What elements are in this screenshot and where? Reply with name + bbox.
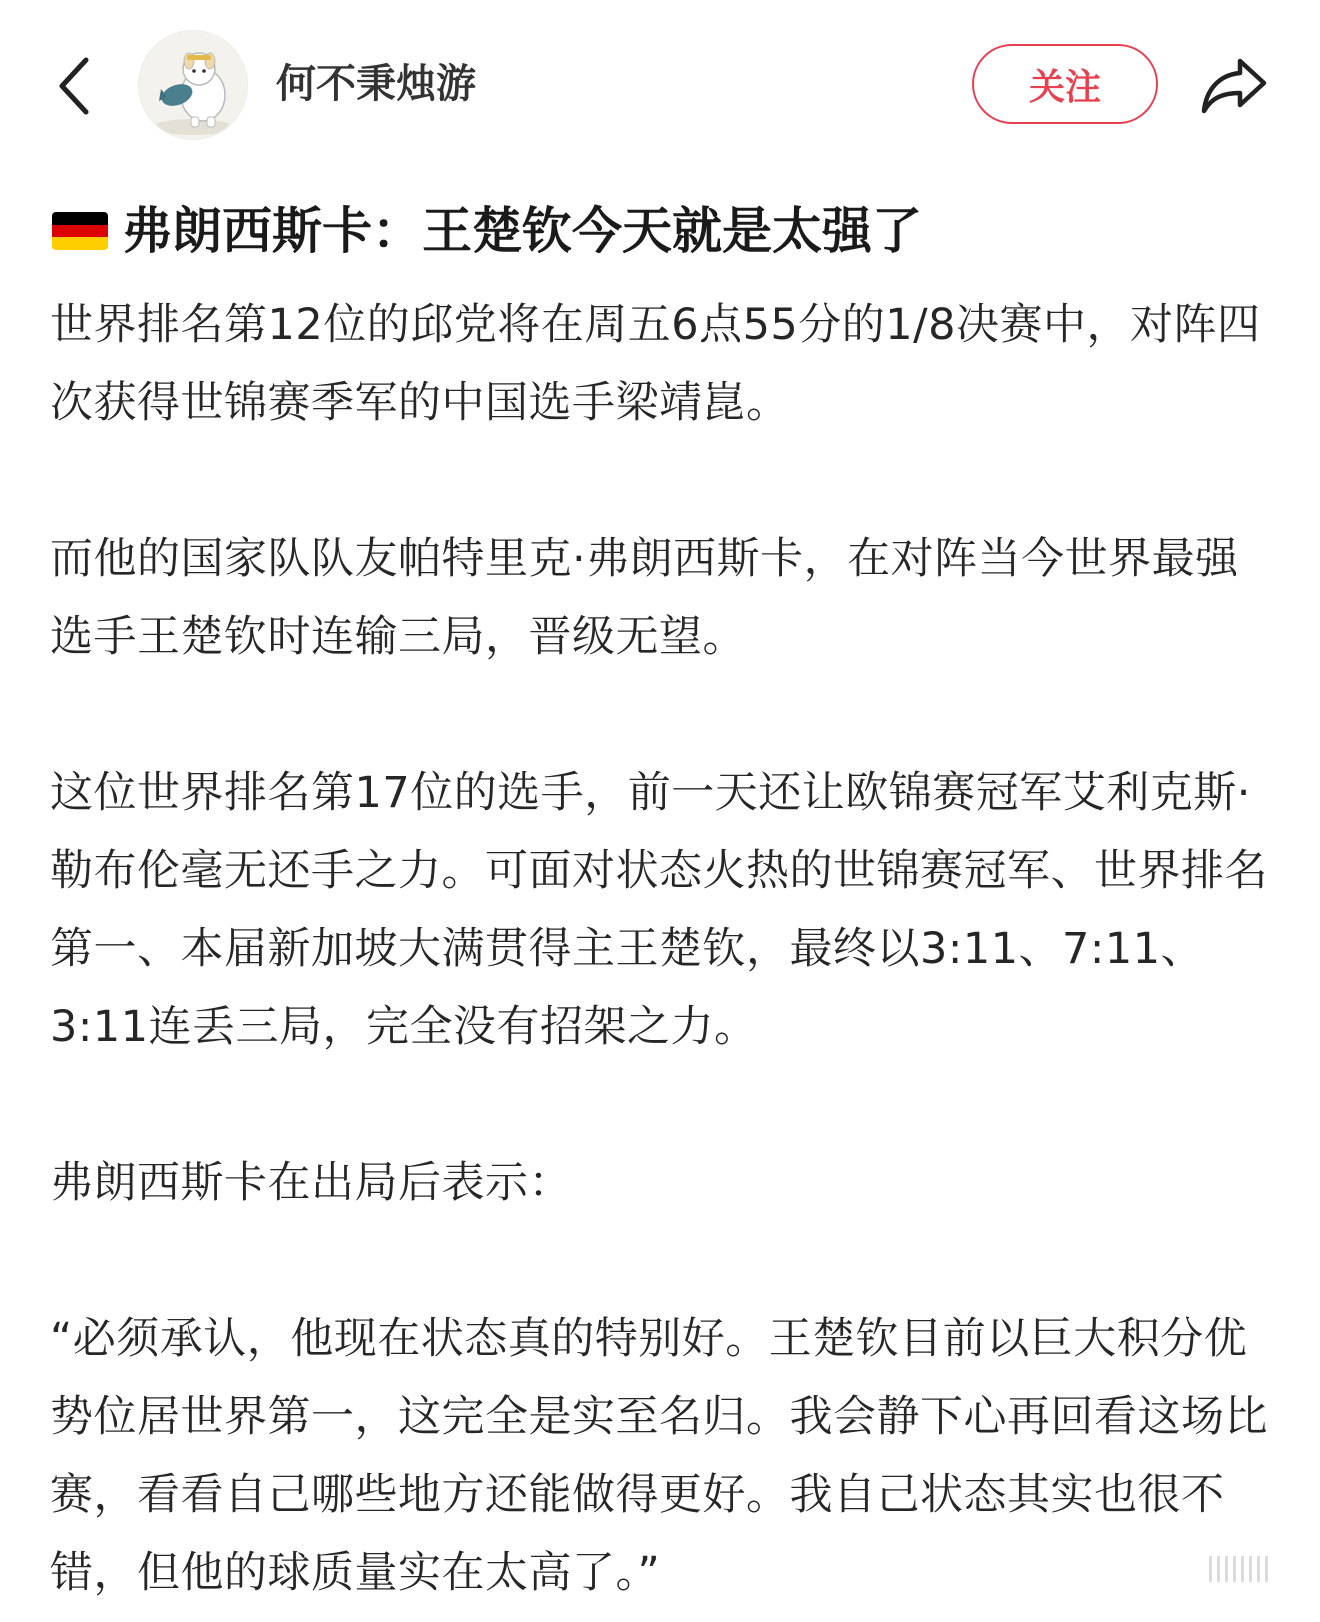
watermark-bar	[1217, 1556, 1220, 1582]
avatar-illustration-icon	[139, 31, 247, 139]
paragraph-5: “必须承认，他现在状态真的特别好。王楚钦目前以巨大积分优势位居世界第一，这完全是实至名归。我会静下心再回看这场比赛，看看自己哪些地方还能做得更好。我自己状态其实也很不错，但他的球质量实在太高了。”	[50, 1314, 1268, 1598]
share-arrow-icon	[1200, 55, 1268, 115]
watermark-bar	[1209, 1556, 1212, 1582]
flag-stripe-red	[52, 225, 108, 238]
paragraph-2: 而他的国家队队友帕特里克·弗朗西斯卡，在对阵当今世界最强选手王楚钦时连输三局，晋级无望。	[50, 534, 1239, 662]
watermark-bar	[1257, 1556, 1260, 1582]
germany-flag-icon	[52, 212, 108, 250]
top-bar	[0, 0, 1320, 170]
avatar[interactable]	[138, 30, 248, 140]
watermark	[1209, 1556, 1268, 1582]
paragraph-3: 这位世界排名第17位的选手，前一天还让欧锦赛冠军艾利克斯·勒布伦毫无还手之力。可面对状态火热的世锦赛冠军、世界排名第一、本届新加坡大满贯得主王楚钦，最终以3:11、7:11、3:11连丢三局，完全没有招架之力。	[50, 768, 1268, 1052]
flag-stripe-black	[52, 212, 108, 225]
username[interactable]: 何不秉烛游	[276, 61, 476, 107]
follow-button[interactable]: 关注	[972, 44, 1158, 124]
post-title-row	[52, 196, 1272, 266]
paragraph-4: 弗朗西斯卡在出局后表示：	[50, 1158, 572, 1208]
watermark-bar	[1241, 1556, 1244, 1582]
chevron-left-icon	[54, 54, 94, 118]
flag-stripe-gold	[52, 237, 108, 250]
back-button[interactable]	[48, 48, 100, 124]
post-body	[50, 286, 1274, 1612]
share-button[interactable]	[1196, 50, 1272, 120]
watermark-bar	[1233, 1556, 1236, 1582]
paragraph-1: 世界排名第12位的邱党将在周五6点55分的1/8决赛中，对阵四次获得世锦赛季军的中国选手梁靖崑。	[50, 300, 1261, 428]
watermark-bar	[1225, 1556, 1228, 1582]
post-title: 弗朗西斯卡：王楚钦今天就是太强了	[122, 202, 922, 260]
watermark-bar	[1249, 1556, 1252, 1582]
watermark-bar	[1265, 1556, 1268, 1582]
